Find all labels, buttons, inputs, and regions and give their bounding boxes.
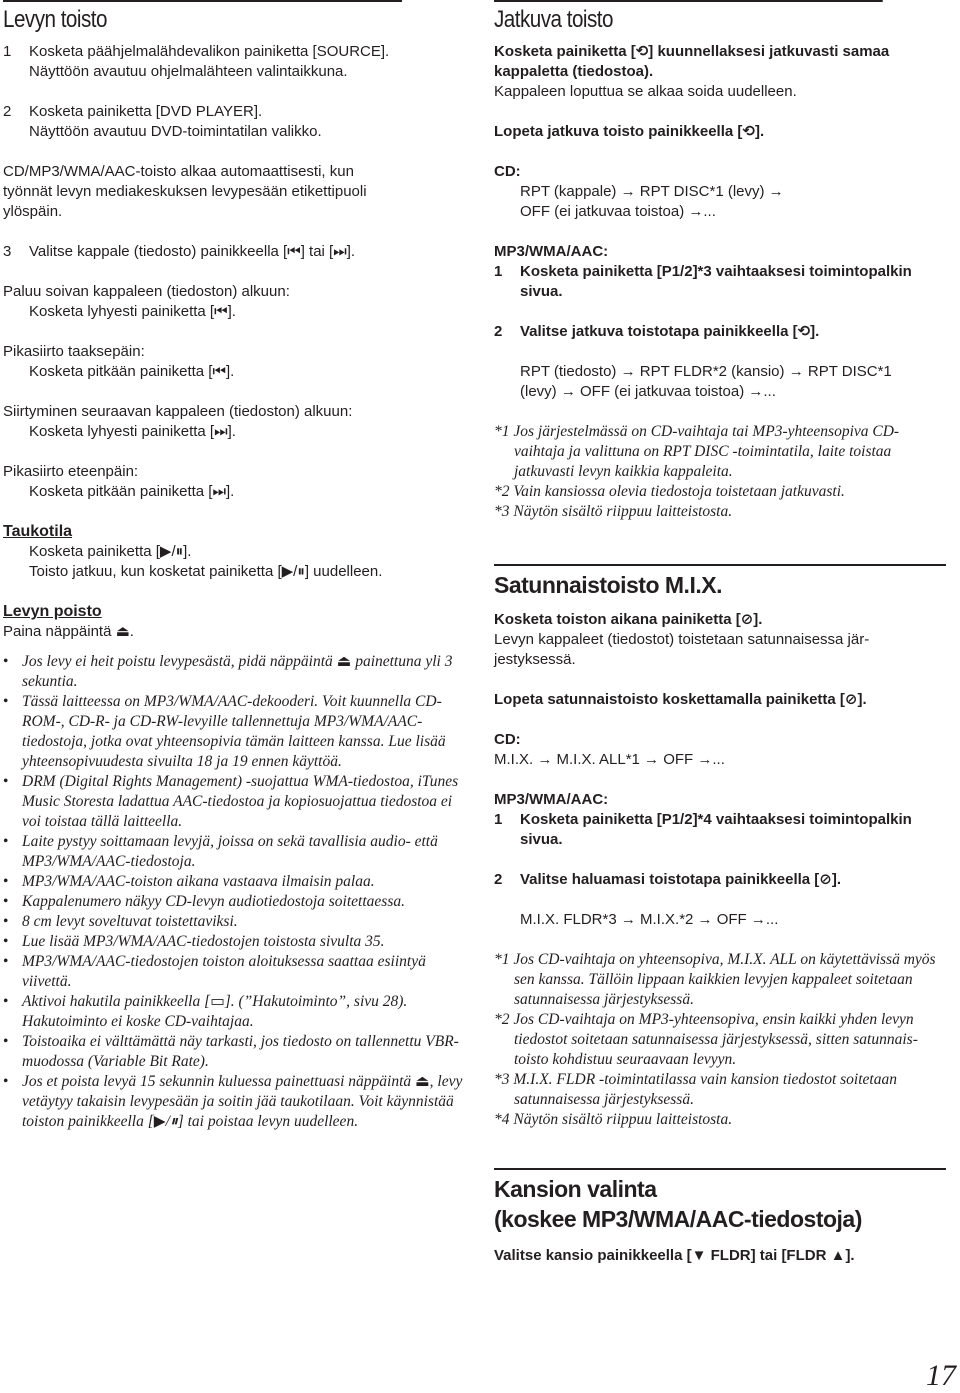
pikasiirto-taaksepain: Pikasiirto taaksepäin: Kosketa pitkään painiketta [⏮]. — [3, 343, 235, 380]
note-item: • Lue lisää MP3/WMA/AAC-tiedostojen toistosta sivulta 35. — [3, 932, 467, 952]
mix-mp3-heading: MP3/WMA/AAC: — [494, 791, 609, 808]
note-item: • DRM (Digital Rights Management) -suojattua WMA-tiedostoa, iTunes Music Storesta ladattua AAC-tiedostoa ja kopiosuojattua tiedostoa ei voi toistaa tällä laitteella. — [3, 772, 467, 832]
mix-intro: Kosketa toiston aikana painiketta [⊘]. Levyn kappaleet (tiedostot) toistetaan satunnaisessa jär- jestyksessä. — [494, 611, 870, 668]
repeat-cd: CD: RPT (kappale) → RPT DISC*1 (levy) → OFF (ei jatkuvaa toistoa) →... — [494, 163, 784, 220]
step-3: 3 Valitse kappale (tiedosto) painikkeella [⏮] tai [⏭]. — [3, 243, 356, 260]
note-item: • Aktivoi hakutila painikkeella [▭]. (”Hakutoiminto”, sivu 28). Hakutoiminto ei koske CD-vaihtajaa. — [3, 992, 467, 1032]
note-item: • Kappalenumero näkyy CD-levyn audiotiedostoja soitettaessa. — [3, 892, 467, 912]
footnote: *1 Jos järjestelmässä on CD-vaihtaja tai MP3-yhteensopiva CD-vaihtaja ja valittuna on RPT DISC -toimintatila, laite toistaa jatkuvasti levyn kaikkia kappaleita. — [494, 423, 900, 480]
repeat-mp3-sequence: RPT (tiedosto) → RPT FLDR*2 (kansio) → RPT DISC*1 (levy) → OFF (ei jatkuvaa toistoa) →... — [520, 363, 892, 400]
mix-step-2: 2 Valitse haluamasi toistotapa painikkeella [⊘]. — [494, 871, 842, 888]
mix-cd: CD: M.I.X. → M.I.X. ALL*1 → OFF →... — [494, 731, 725, 768]
note-item: • Toistoaika ei välttämättä näy tarkasti, jos tiedosto on tallennettu VBR-muodossa (Variable Bit Rate). — [3, 1032, 467, 1072]
repeat-footnotes — [494, 422, 946, 522]
mix-stop: Lopeta satunnaistoisto koskettamalla painiketta [⊘]. — [494, 691, 867, 708]
right-column — [494, 0, 946, 1266]
note-item: • Jos levy ei heit poistu levypesästä, pidä näppäintä ⏏ painettuna yli 3 sekuntia. — [3, 652, 467, 692]
note-item: • Tässä laitteessa on MP3/WMA/AAC-dekooderi. Voit kuunnella CD-ROM-, CD-R- ja CD-RW-levyille tallennettuja MP3/WMA/AAC-tiedostoja, jotka ovat yhteensopivia tämän laitteen kanssa. Lue lisää yhteensopivuudesta sivuilta 18 ja 19 ennen käyttöä. — [3, 692, 467, 772]
repeat-mp3-step-2: 2 Valitse jatkuva toistotapa painikkeella [⟲]. — [494, 323, 820, 340]
levyn-poisto-block: Levyn poisto Paina näppäintä ⏏. — [3, 603, 134, 640]
mix-footnotes — [494, 950, 946, 1130]
note-item: • MP3/WMA/AAC-tiedostojen toiston aloituksessa saattaa esiintyä viivettä. — [3, 952, 467, 992]
section-title-jatkuva-toisto: Jatkuva toisto — [494, 0, 883, 34]
repeat-mp3-heading: MP3/WMA/AAC: — [494, 243, 609, 260]
taukotila-block: Taukotila Kosketa painiketta [▶/⏸]. Toisto jatkuu, kun kosketat painiketta [▶/⏸] uudelleen. — [3, 523, 383, 580]
kansio-text: Valitse kansio painikkeella [▼ FLDR] tai [FLDR ▲]. — [494, 1247, 855, 1264]
note-item: • Laite pystyy soittamaan levyjä, joissa on sekä tavallisia audio- että MP3/WMA/AAC-tiedostoja. — [3, 832, 467, 872]
cd-info: CD/MP3/WMA/AAC-toisto alkaa automaattisesti, kun työnnät levyn mediakeskuksen levypesään etikettipuoli ylöspäin. — [3, 163, 367, 220]
repeat-intro: Kosketa painiketta [⟲] kuunnellaksesi jatkuvasti samaa kappaletta (tiedostoa). Kappaleen loputtua se alkaa soida uudelleen. — [494, 43, 890, 100]
note-item: • MP3/WMA/AAC-toiston aikana vastaava ilmaisin palaa. — [3, 872, 467, 892]
note-item: • 8 cm levyt soveltuvat toistettaviksi. — [3, 912, 467, 932]
step-2: 2 Kosketa painiketta [DVD PLAYER]. Näyttöön avautuu DVD-toimintatilan valikko. — [3, 103, 322, 140]
footnote: *2 Jos CD-vaihtaja on MP3-yhteensopiva, ensin kaikki yhden levyn tiedostot soitetaan satunnaisessa järjestyksessä, sitten satunnais-toisto kohdistuu seuraavaan levyyn. — [494, 1011, 918, 1068]
mix-step-1: 1 Kosketa painiketta [P1/2]*4 vaihtaaksesi toimintopalkin sivua. — [494, 811, 912, 848]
taukotila-heading: Taukotila — [3, 523, 73, 540]
notes-list — [3, 652, 467, 1132]
paluu-block: Paluu soivan kappaleen (tiedoston) alkuun: Kosketa lyhyesti painiketta [⏮]. — [3, 283, 290, 320]
footnote: *1 Jos CD-vaihtaja on yhteensopiva, M.I.X. ALL on käytettävissä myös sen kanssa. Tällöin lippaan kaikkien levyjen kappaleet soitetaan satunnaisessa järjestyksessä. — [494, 951, 936, 1008]
step-1: 1 Kosketa päähjelmalähdevalikon painiketta [SOURCE]. Näyttöön avautuu ohjelmalähteen valintaikkuna. — [3, 43, 390, 80]
repeat-stop: Lopeta jatkuva toisto painikkeella [⟲]. — [494, 123, 765, 140]
levyn-poisto-heading: Levyn poisto — [3, 603, 102, 620]
page-number: 17 — [926, 1359, 956, 1392]
siirtyminen-block: Siirtyminen seuraavan kappaleen (tiedoston) alkuun: Kosketa lyhyesti painiketta [⏭]. — [3, 403, 353, 440]
section-title-levyn-toisto: Levyn toisto — [3, 0, 402, 34]
pikasiirto-eteenpain: Pikasiirto eteenpäin: Kosketa pitkään painiketta [⏭]. — [3, 463, 235, 500]
section-title-kansion-valinta: Kansion valinta (koskee MP3/WMA/AAC-tiedostoja) — [494, 1168, 946, 1234]
footnote: *3 M.I.X. FLDR -toimintatilassa vain kansion tiedostot soitetaan satunnaisessa järjestyksessä. — [494, 1071, 897, 1108]
mix-sequence: M.I.X. FLDR*3 → M.I.X.*2 → OFF →... — [520, 911, 779, 928]
footnote: *2 Vain kansiossa olevia tiedostoja toistetaan jatkuvasti. — [494, 483, 845, 500]
footnote: *4 Näytön sisältö riippuu laitteistosta. — [494, 1111, 733, 1128]
left-column — [3, 0, 467, 1132]
note-item: • Jos et poista levyä 15 sekunnin kuluessa painettuasi näppäintä ⏏, levy vetäytyy takaisin levypesään ja soitin jää taukotilaan. Voit käynnistää toiston painikkeella [▶/⏸] tai poistaa levyn uudelleen. — [3, 1072, 467, 1132]
section-title-mix: Satunnaistoisto M.I.X. — [494, 564, 946, 600]
footnote: *3 Näytön sisältö riippuu laitteistosta. — [494, 503, 733, 520]
repeat-mp3-step-1: 1 Kosketa painiketta [P1/2]*3 vaihtaaksesi toimintopalkin sivua. — [494, 263, 912, 300]
